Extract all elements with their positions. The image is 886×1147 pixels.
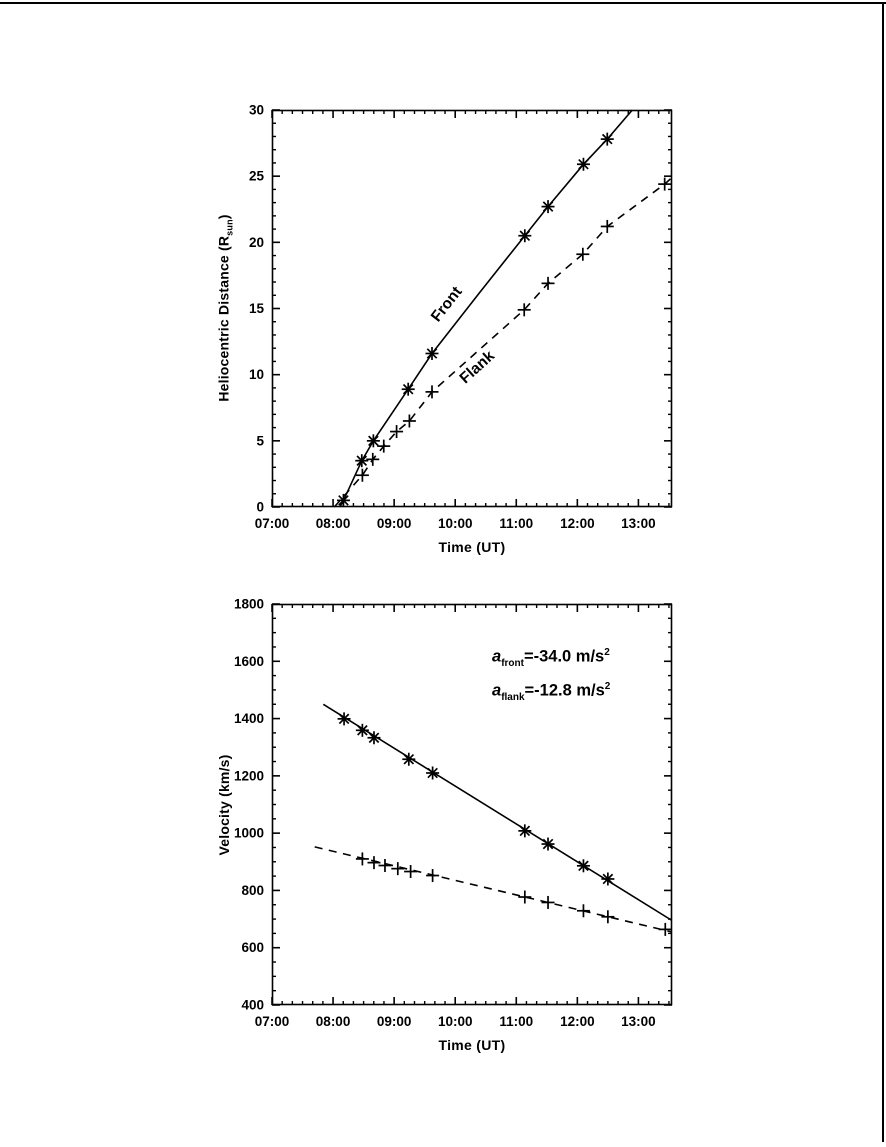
a-flank-subscript: flank xyxy=(501,691,525,703)
axes-group xyxy=(272,604,672,1005)
x-tick-label: 09:00 xyxy=(376,516,412,531)
front-marker xyxy=(542,200,555,213)
a-front-annotation-line xyxy=(492,641,610,675)
x-tick-label: 12:00 xyxy=(560,1014,595,1029)
x-tick-label: 07:00 xyxy=(254,1014,290,1029)
flank-marker xyxy=(378,859,391,872)
front-marker xyxy=(601,872,614,885)
velocity-time-chart xyxy=(233,596,672,1029)
plot-frame xyxy=(273,111,672,507)
flank-marker xyxy=(518,891,531,904)
a-front-symbol: a xyxy=(492,647,502,666)
front-marker xyxy=(337,494,350,507)
flank-marker xyxy=(366,453,379,466)
front-marker xyxy=(518,229,531,242)
y-tick-label: 600 xyxy=(241,940,264,956)
flank-marker xyxy=(426,869,439,882)
y-tick-label: 30 xyxy=(248,102,264,118)
front-marker xyxy=(601,133,614,146)
front-marker xyxy=(577,859,590,872)
y-tick-label: 400 xyxy=(241,997,264,1013)
front-inline-label: Front xyxy=(427,283,466,326)
y-tick-label: 1600 xyxy=(233,653,264,669)
a-flank-value: =-12.8 m/s xyxy=(524,681,605,700)
distance-y-axis-title-text: Heliocentric Distance (R xyxy=(215,235,232,402)
y-tick-label: 1400 xyxy=(233,711,264,727)
flank-marker xyxy=(367,856,380,869)
page-border-right xyxy=(882,2,884,1142)
distance-y-axis-title xyxy=(216,214,235,401)
y-tick-label: 800 xyxy=(241,882,264,898)
flank-marker xyxy=(542,277,555,290)
flank-fit-line xyxy=(334,178,672,508)
x-tick-label: 09:00 xyxy=(376,1014,412,1029)
front-marker xyxy=(367,731,380,744)
flank-marker xyxy=(391,862,404,875)
a-front-value: =-34.0 m/s xyxy=(523,647,605,666)
front-marker xyxy=(426,766,439,779)
flank-marker xyxy=(542,896,555,909)
flank-marker xyxy=(601,910,614,923)
a-front-subscript: front xyxy=(501,657,524,669)
front-marker xyxy=(338,712,351,725)
flank-marker xyxy=(601,220,614,233)
distance-y-axis-title-subscript: sun xyxy=(224,219,235,236)
y-tick-label: 15 xyxy=(248,301,264,316)
a-front-superscript: 2 xyxy=(604,647,610,658)
distance-y-axis-title-close: ) xyxy=(215,214,232,220)
y-tick-label: 20 xyxy=(248,234,264,250)
a-flank-symbol: a xyxy=(492,681,502,700)
a-flank-annotation-line xyxy=(492,675,610,709)
x-tick-label: 13:00 xyxy=(621,1014,656,1029)
x-tick-label: 08:00 xyxy=(315,516,351,531)
a-flank-superscript: 2 xyxy=(604,680,611,692)
acceleration-annotation xyxy=(492,641,610,709)
flank-marker xyxy=(577,904,590,917)
flank-marker xyxy=(404,865,417,878)
y-tick-label: 5 xyxy=(256,433,264,449)
flank-marker xyxy=(426,385,439,398)
front-marker xyxy=(577,158,590,171)
y-tick-label: 1200 xyxy=(233,768,264,784)
x-tick-label: 08:00 xyxy=(315,1014,351,1029)
distance-time-chart xyxy=(248,102,672,531)
x-tick-label: 07:00 xyxy=(254,516,290,531)
front-marker xyxy=(402,383,415,396)
x-tick-label: 10:00 xyxy=(437,516,473,531)
front-marker xyxy=(426,347,439,360)
y-tick-label: 1000 xyxy=(233,825,264,841)
front-marker xyxy=(355,454,368,467)
x-tick-label: 10:00 xyxy=(437,1014,473,1029)
y-tick-label: 10 xyxy=(248,367,264,383)
distance-x-axis-title: Time (UT) xyxy=(438,539,506,555)
flank-marker xyxy=(356,852,369,865)
velocity-y-axis-title: Velocity (km/s) xyxy=(216,754,232,856)
front-marker xyxy=(542,838,555,851)
x-tick-label: 13:00 xyxy=(621,516,656,531)
plot-frame xyxy=(273,605,672,1005)
velocity-time-plot-svg xyxy=(233,596,672,1029)
flank-inline-label: Flank xyxy=(456,347,498,388)
y-tick-label: 25 xyxy=(248,168,264,184)
velocity-x-axis-title: Time (UT) xyxy=(438,1037,506,1053)
y-tick-label: 0 xyxy=(256,499,264,515)
x-tick-label: 11:00 xyxy=(499,1014,534,1029)
front-marker xyxy=(356,724,369,737)
y-tick-label: 1800 xyxy=(233,596,264,612)
front-marker xyxy=(402,753,415,766)
front-marker xyxy=(518,824,531,837)
distance-time-plot-svg xyxy=(248,102,672,531)
axes-group xyxy=(272,110,672,507)
x-tick-label: 11:00 xyxy=(499,516,534,531)
page-border-top xyxy=(0,2,886,4)
x-tick-label: 12:00 xyxy=(560,516,595,531)
